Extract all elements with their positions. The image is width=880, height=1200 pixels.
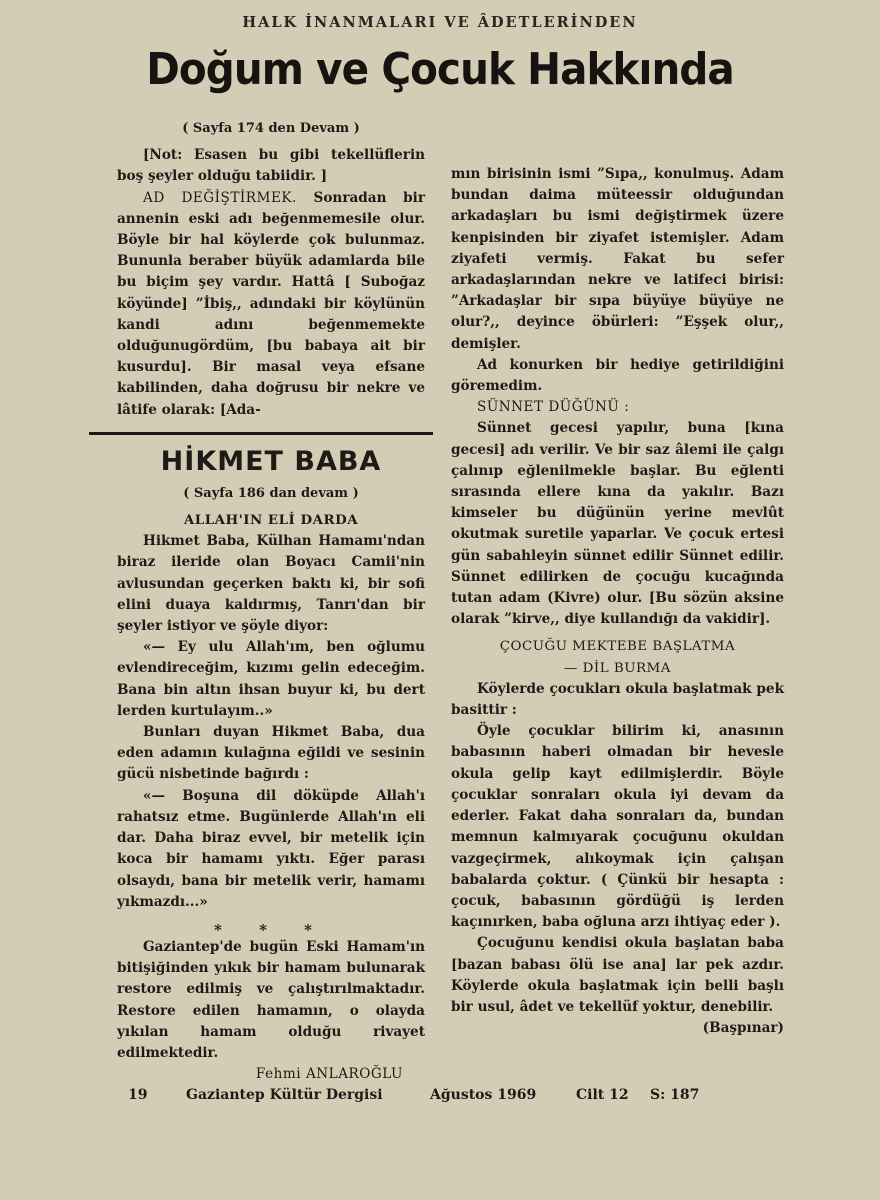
hikmet-baba-title: HİKMET BABA	[160, 445, 382, 477]
section-title-ad-degistirmek: AD DEĞİŞTİRMEK.	[143, 189, 297, 206]
gift-paragraph: Ad konurken bir hediye getirildiğini göremedim.	[451, 356, 784, 395]
sunnet-paragraph: Sünnet gecesi yapılır, buna [kına gecesi] adı verilir. Ve bir saz âlemi ile çalgı çalınıp eğlenilmekle başlar. Bu eğlenti sırasında ellere kına da yakılır. Bazı kimseler bu düğünün yerine mevlût okutmak suretile yaparlar. Ve çocuk ertesi gün sabahleyin sünnet edilir Sünnet edilir. Sünnet edilirken de çocuğu kucağında tutan adam (Kivre) olur. [Bu sözün aksine olarak ”kirve,, diye kullandığı da vakidir].	[451, 420, 784, 628]
magazine-name: Gaziantep Kültür Dergisi	[186, 1087, 383, 1103]
mektep-paragraph-1: Köylerde çocukları okula başlatmak pek basittir :	[451, 680, 784, 719]
right-column	[451, 164, 784, 1039]
hikmet-paragraph-3: Bunları duyan Hikmet Baba, dua eden adamın kulağına eğildi ve sesinin gücü nisbetinde bağırdı :	[117, 724, 425, 783]
page-number: 19	[128, 1087, 148, 1103]
editor-note: [Not: Esasen bu gibi tekellüflerin boş şeyler olduğu tabiidir. ]	[117, 147, 425, 185]
ad-degistirmek-paragraph	[117, 188, 425, 421]
hikmet-continued-note: ( Sayfa 186 dan devam )	[183, 485, 359, 501]
section-stars: * * *	[214, 920, 328, 939]
issue-date: Ağustos 1969	[430, 1087, 537, 1103]
main-title: Doğum ve Çocuk Hakkında	[146, 44, 734, 95]
left-column	[117, 118, 425, 1085]
issue-number: S: 187	[650, 1087, 700, 1103]
running-title: HALK İNANMALARI VE ÂDETLERİNDEN	[242, 14, 638, 31]
author-name: Fehmi ANLAROĞLU	[255, 1066, 403, 1083]
ad-degistirmek-text: Sonradan bir annenin eski adı beğenmemesile olur. Böyle bir hal köylerde çok bulunmaz. Bununla beraber büyük adamlarda bile bu biçim şey vardır. Hattâ [ Suboğaz köyünde] ”İbiş,, adındaki bir köylünün kandi adını beğenmemekte olduğunugördüm, [bu babaya ait bir kusurdu]. Bir masal veya efsane kabilinden, daha doğrusu bir nekre ve lâtife olarak: [Ada-	[117, 189, 425, 418]
section-title-sunnet: SÜNNET DÜĞÜNÜ :	[477, 399, 630, 416]
mektep-paragraph-2: Öyle çocuklar bilirim ki, anasının babasının haberi olmadan bir hevesle okula gelip kayt edilmişlerdir. Böyle çocuklar sonraları okula iyi devam da ederler. Fakat daha sonraları da, bundan memnun kalmıyarak çocuğunu okuldan vazgeçirmek, alıkoymak için çalışan babalarda çoktur. ( Çünkü bir hesapta : çocuk, babasının gördüğü iş lerden kaçınırken, baba oğluna arzı ihtiyaç eder ).	[451, 723, 784, 931]
hikmet-paragraph-4: «— Boşuna dil döküpde Allah'ı rahatsız etme. Bugünlerde Allah'ın eli dar. Daha biraz evvel, bir metelik için koca bir hamamı yıktı. Eğer parası olsaydı, bana bir metelik verir, hamamı yıkmazdı...»	[117, 787, 425, 910]
volume-number: Cilt 12	[576, 1087, 629, 1103]
ad-story-paragraph: mın birisinin ismi ”Sıpa,, konulmuş. Adam bundan daima müteessir olduğundan arkadaşları bu ismi değiştirmek üzere kenpisinden bir ziyafet istemişler. Adam ziyafeti vermiş. Fakat bu sefer arkadaşlarından nekre ve latifeci birisi: ”Arkadaşlar bir sıpa büyüye büyüye ne olur?,, deyince öbürleri: ”Eşşek olur,, demişler.	[451, 166, 784, 352]
hikmet-paragraph-1: Hikmet Baba, Külhan Hamamı'ndan biraz ileride olan Boyacı Camii'nin avlusundan geçerken baktı ki, bir sofi elini duaya kaldırmış, Tanrı'dan bir şeyler istiyor ve şöyle diyor:	[117, 533, 425, 635]
hikmet-paragraph-5: Gaziantep'de bugün Eski Hamam'ın bitişiğinden yıkık bir hamam bulunarak restore edilmiş ve çalıştırılmaktadır. Restore edilen hamamın, o olayda yıkılan hamam olduğu rivayet edilmektedir.	[117, 938, 425, 1061]
hikmet-paragraph-2: «— Ey ulu Allah'ım, ben oğlumu evlendireceğim, kızımı gelin edeceğim. Bana bin altın ihsan buyur ki, bu dert lerden kurtulayım..»	[117, 639, 425, 719]
mektep-paragraph-3: Çocuğunu kendisi okula başlatan baba [bazan babası ölü ise ana] lar pek azdır. Köylerde okula başlatmak için belli başlı bir usul, âdet ve tekellüf yoktur, denebilir.	[451, 935, 784, 1015]
continued-from-note: ( Sayfa 174 den Devam )	[182, 121, 360, 136]
section-title-mektep-1: ÇOCUĞU MEKTEBE BAŞLATMA	[499, 639, 736, 655]
signature: (Başpınar)	[702, 1020, 784, 1037]
article-divider	[89, 432, 433, 435]
section-title-mektep-2: — DİL BURMA	[564, 660, 671, 676]
section-title-allahin-eli: ALLAH'IN ELİ DARDA	[183, 512, 359, 529]
